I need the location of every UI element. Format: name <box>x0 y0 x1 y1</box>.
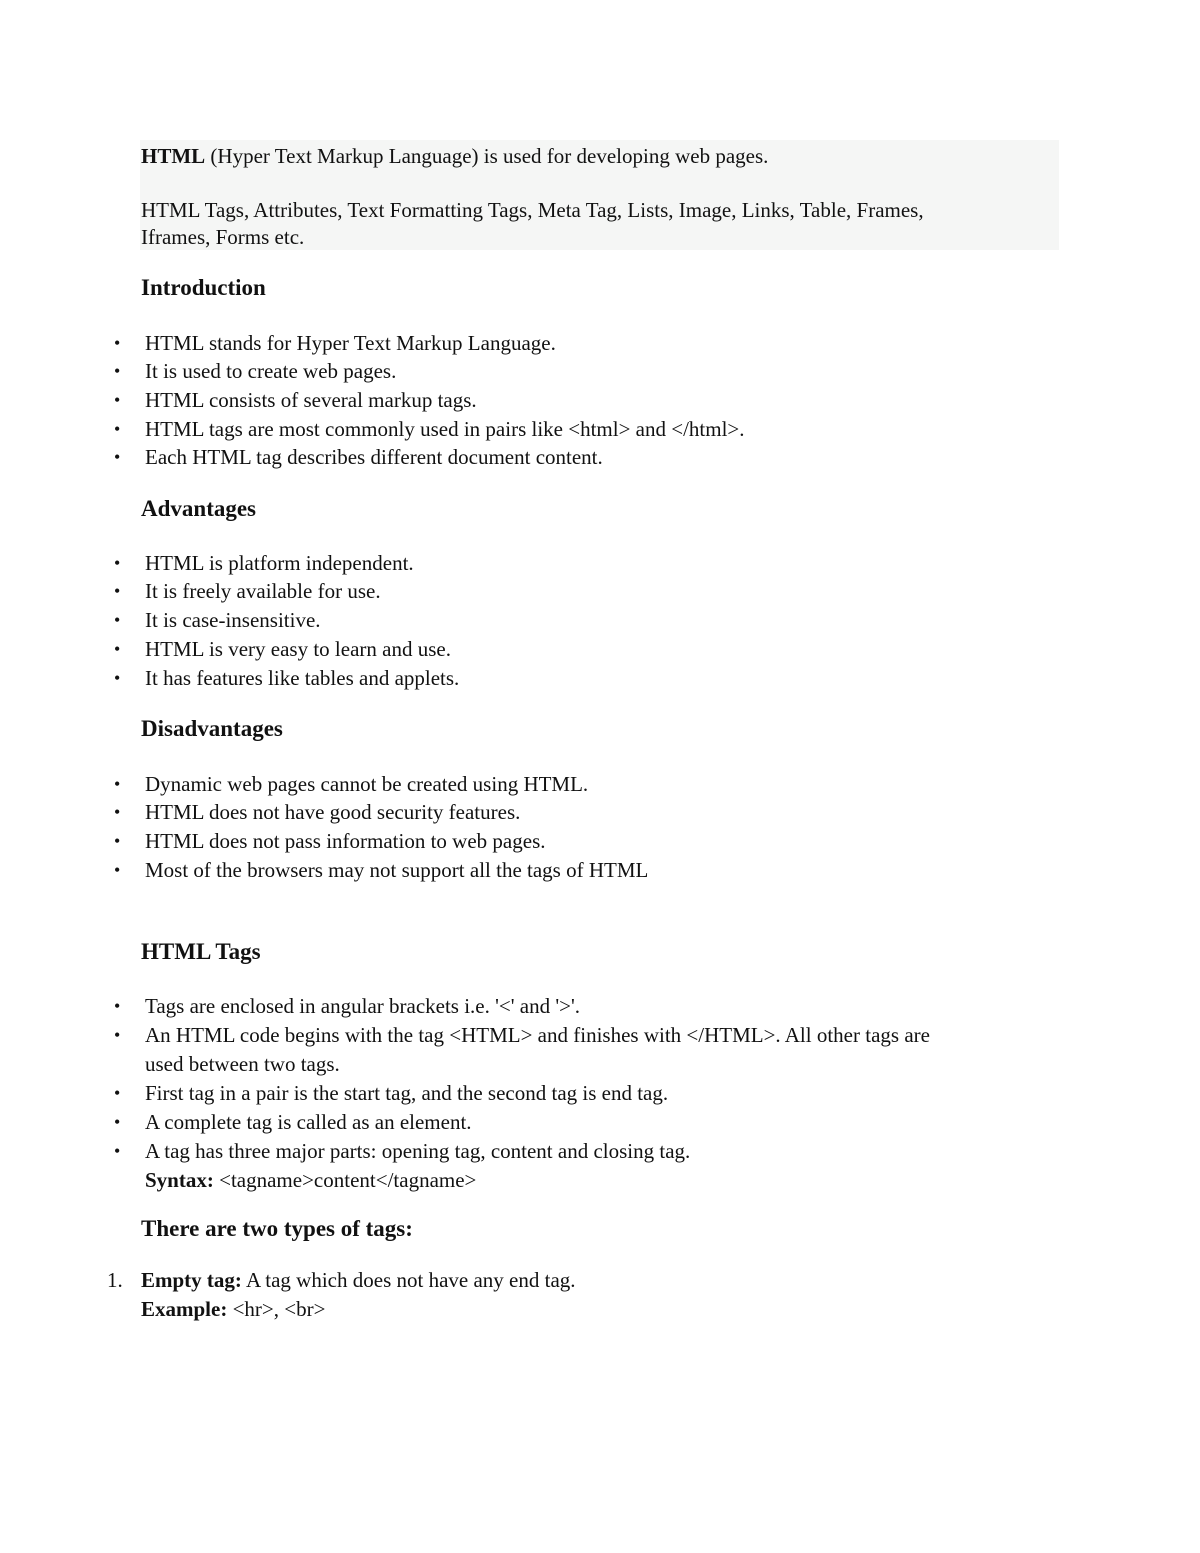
bullet: • <box>114 1112 121 1132</box>
bullet: • <box>114 553 121 573</box>
syntax-value: <tagname>content</tagname> <box>213 1168 477 1192</box>
advantages-item: It is case-insensitive. <box>145 608 321 632</box>
bullet: • <box>114 447 121 467</box>
html-tags-item-cont: used between two tags. <box>145 1052 340 1076</box>
example-label: Example: <box>141 1297 228 1321</box>
disadvantages-item: HTML does not pass information to web pages. <box>145 829 546 853</box>
syntax-label: Syntax: <box>145 1168 214 1192</box>
advantages-item: HTML is platform independent. <box>145 551 414 575</box>
syntax-line <box>145 1166 476 1195</box>
html-tags-heading: HTML Tags <box>141 939 261 964</box>
bullet: • <box>114 774 121 794</box>
bullet: • <box>114 1025 121 1045</box>
html-tags-item: An HTML code begins with the tag <HTML> and finishes with </HTML>. All other tags are <box>145 1023 930 1047</box>
bullet: • <box>114 996 121 1016</box>
tag-types-heading: There are two types of tags: <box>141 1216 413 1241</box>
html-tags-item: Tags are enclosed in angular brackets i.e. '<' and '>'. <box>145 994 581 1018</box>
example-line <box>141 1295 325 1324</box>
bullet: • <box>114 639 121 659</box>
bullet: • <box>114 1141 121 1161</box>
disadvantages-heading: Disadvantages <box>141 716 283 741</box>
advantages-heading: Advantages <box>141 496 257 521</box>
html-tags-item: First tag in a pair is the start tag, and the second tag is end tag. <box>145 1081 669 1105</box>
example-value: <hr>, <br> <box>227 1297 326 1321</box>
empty-tag-desc: A tag which does not have any end tag. <box>241 1268 576 1292</box>
introduction-heading: Introduction <box>141 275 266 300</box>
bullet: • <box>114 361 121 381</box>
html-tags-item: A complete tag is called as an element. <box>145 1110 472 1134</box>
bullet: • <box>114 610 121 630</box>
advantages-item: It is freely available for use. <box>145 579 381 603</box>
intro-topics-cont: Iframes, Forms etc. <box>141 225 305 249</box>
introduction-item: HTML stands for Hyper Text Markup Language. <box>145 331 556 355</box>
bullet: • <box>114 419 121 439</box>
advantages-item: HTML is very easy to learn and use. <box>145 637 451 661</box>
bullet: • <box>114 860 121 880</box>
bullet: • <box>114 831 121 851</box>
empty-tag-label: Empty tag: <box>141 1268 242 1292</box>
intro-topics: HTML Tags, Attributes, Text Formatting Tags, Meta Tag, Lists, Image, Links, Table, Frames, <box>141 198 924 222</box>
bullet: • <box>114 1083 121 1103</box>
list-number: 1. <box>107 1268 123 1292</box>
introduction-item: HTML tags are most commonly used in pairs like <html> and </html>. <box>145 417 745 441</box>
html-tags-item: A tag has three major parts: opening tag, content and closing tag. <box>145 1139 691 1163</box>
bullet: • <box>114 390 121 410</box>
intro-bold-term: HTML <box>141 144 206 168</box>
bullet: • <box>114 802 121 822</box>
intro-text: (Hyper Text Markup Language) is used for developing web pages. <box>205 144 769 168</box>
disadvantages-item: Dynamic web pages cannot be created using HTML. <box>145 772 589 796</box>
introduction-item: HTML consists of several markup tags. <box>145 388 477 412</box>
disadvantages-item: Most of the browsers may not support all the tags of HTML <box>145 858 649 882</box>
bullet: • <box>114 333 121 353</box>
intro-line <box>141 142 768 171</box>
advantages-item: It has features like tables and applets. <box>145 666 460 690</box>
introduction-item: It is used to create web pages. <box>145 359 397 383</box>
bullet: • <box>114 581 121 601</box>
bullet: • <box>114 668 121 688</box>
disadvantages-item: HTML does not have good security features. <box>145 800 521 824</box>
introduction-item: Each HTML tag describes different document content. <box>145 445 603 469</box>
empty-tag-line <box>141 1266 576 1295</box>
